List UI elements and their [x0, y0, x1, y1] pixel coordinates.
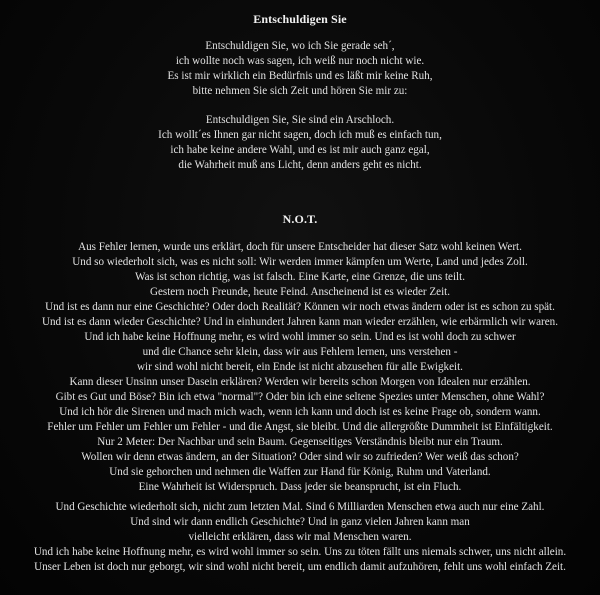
poem2-stanza-2: [0, 500, 600, 575]
poem-line: Und ich hör die Sirenen und mach mich wach, wenn ich kann und doch ist es keine Frage ob, sondern wann.: [59, 406, 541, 418]
poem-line: Entschuldigen Sie, wo ich Sie gerade seh´,: [205, 40, 395, 52]
poem-line: die Wahrheit muß ans Licht, denn anders geht es nicht.: [178, 159, 422, 171]
poem-line: vielleicht erklären, dass wir mal Menschen waren.: [188, 531, 412, 543]
poem-line: Und ist es dann nur eine Geschichte? Oder doch Realität? Können wir noch etwas ändern oder ist es schon zu spät.: [45, 301, 555, 313]
poem-line: Gibt es Gut und Böse? Bin ich etwa "normal"? Oder bin ich eine seltene Spezies unter Menschen, ohne Wahl?: [55, 391, 545, 403]
poem-line: Entschuldigen Sie, Sie sind ein Arschloch.: [205, 114, 395, 126]
poem-line: Kann dieser Unsinn unser Dasein erklären? Werden wir bereits schon Morgen von Idealen nur erzählen.: [69, 376, 531, 388]
poem-line: Und Geschichte wiederholt sich, nicht zum letzten Mal. Sind 6 Milliarden Menschen etwa auch nur eine Zahl.: [55, 501, 545, 513]
poem-title-entschuldigen-sie: Entschuldigen Sie: [253, 12, 347, 26]
poem-line: ich wollte noch was sagen, ich weiß nur noch nicht wie.: [175, 55, 425, 67]
poem-line: Und ist es dann wieder Geschichte? Und in einhundert Jahren kann man wieder erzählen, wie erbärmlich wir waren.: [42, 316, 558, 328]
poem1-stanza-1: [0, 39, 600, 99]
poem-line: und die Chance sehr klein, dass wir aus Fehlern lernen, uns verstehen -: [142, 346, 458, 358]
poem-line: Gestern noch Freunde, heute Feind. Anscheinend ist es wieder Zeit.: [149, 286, 451, 298]
poem-line: Und sind wir dann endlich Geschichte? Und in ganz vielen Jahren kann man: [130, 516, 470, 528]
poem-line: Aus Fehler lernen, wurde uns erklärt, doch für unsere Entscheider hat dieser Satz wohl keinen Wert.: [78, 241, 522, 253]
poem2-stanza-1: [0, 240, 600, 495]
poem-line: Und ich habe keine Hoffnung mehr, es wird wohl immer so sein. Uns zu töten fällt uns niemals schwer, uns nicht allein.: [33, 546, 567, 558]
poem1-stanza-2: [0, 113, 600, 173]
poem-line: Und sie gehorchen und nehmen die Waffen zur Hand für König, Ruhm und Vaterland.: [109, 466, 491, 478]
poem-line: Ich wollt´es Ihnen gar nicht sagen, doch ich muß es einfach tun,: [158, 129, 442, 141]
poem-line: Wollen wir denn etwas ändern, an der Situation? Oder sind wir so zufrieden? Wer weiß das schon?: [81, 451, 519, 463]
poem-line: Unser Leben ist doch nur geborgt, wir sind wohl nicht bereit, um endlich damit aufzuhören, fehlt uns wohl einfach Zeit.: [34, 561, 566, 573]
poem-line: Was ist schon richtig, was ist falsch. Eine Karte, eine Grenze, die uns teilt.: [135, 271, 465, 283]
poem-line: bitte nehmen Sie sich Zeit und hören Sie mir zu:: [192, 85, 408, 97]
poem-line: Fehler um Fehler um Fehler um Fehler - und die Angst, sie bleibt. Und die allergrößte Dummheit ist Einfältigkeit.: [47, 421, 553, 433]
poem-line: Nur 2 Meter: Der Nachbar und sein Baum. Gegenseitiges Verständnis bleibt nur ein Traum.: [97, 436, 503, 448]
poem-line: ich habe keine andere Wahl, und es ist mir auch ganz egal,: [170, 144, 430, 156]
poem-line: Es ist mir wirklich ein Bedürfnis und es läßt mir keine Ruh,: [167, 70, 433, 82]
poem-title-not: N.O.T.: [282, 212, 318, 226]
poem-line: Und so wiederholt sich, was es nicht soll: Wir werden immer kämpfen um Werte, Land und jedes Zoll.: [72, 256, 528, 268]
poem-line: wir sind wohl nicht bereit, ein Ende ist nicht abzusehen für alle Ewigkeit.: [137, 361, 463, 373]
poem-line: Und ich habe keine Hoffnung mehr, es wird wohl immer so sein. Und es ist wohl doch zu schwer: [84, 331, 516, 343]
poem-line: Eine Wahrheit ist Widerspruch. Dass jeder sie beansprucht, ist ein Fluch.: [138, 481, 462, 493]
